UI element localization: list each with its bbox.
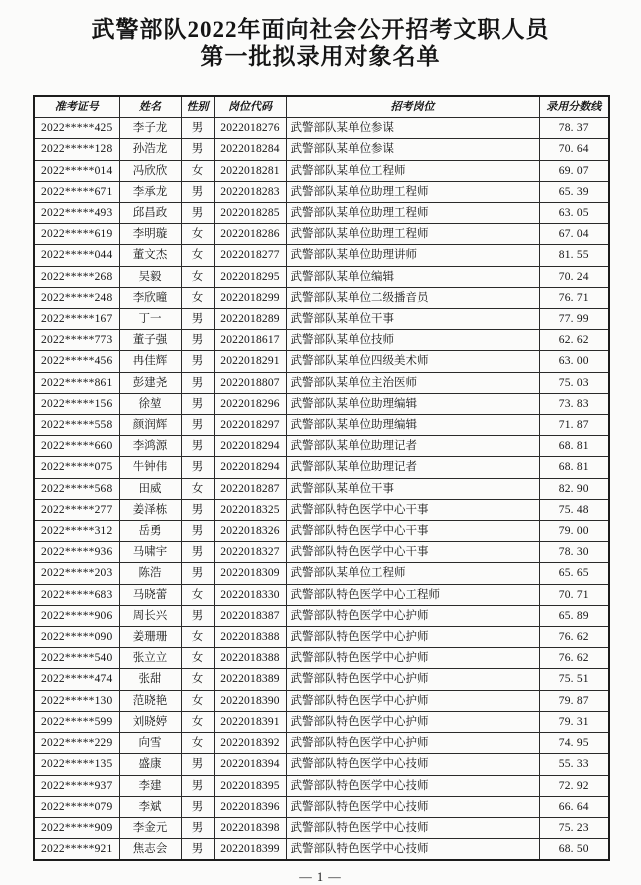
cell-name: 向雪 — [119, 733, 181, 754]
cell-gender: 女 — [181, 669, 214, 690]
cell-ticket-number: 2022*****277 — [34, 499, 119, 520]
cell-ticket-number: 2022*****474 — [34, 669, 119, 690]
cell-ticket-number: 2022*****861 — [34, 372, 119, 393]
cell-score: 63. 05 — [539, 203, 609, 224]
cell-ticket-number: 2022*****268 — [34, 266, 119, 287]
cell-position-title: 武警部队特色医学中心护师 — [286, 733, 539, 754]
cell-ticket-number: 2022*****167 — [34, 309, 119, 330]
cell-position-title: 武警部队某单位助理工程师 — [286, 181, 539, 202]
cell-score: 77. 99 — [539, 309, 609, 330]
cell-ticket-number: 2022*****936 — [34, 542, 119, 563]
cell-gender: 男 — [181, 415, 214, 436]
cell-name: 李鸿源 — [119, 436, 181, 457]
cell-gender: 男 — [181, 817, 214, 838]
cell-position-code: 2022018394 — [214, 754, 286, 775]
cell-position-code: 2022018287 — [214, 478, 286, 499]
cell-name: 李斌 — [119, 796, 181, 817]
cell-position-code: 2022018330 — [214, 584, 286, 605]
cell-gender: 男 — [181, 605, 214, 626]
cell-position-code: 2022018296 — [214, 393, 286, 414]
cell-score: 81. 55 — [539, 245, 609, 266]
cell-gender: 女 — [181, 245, 214, 266]
cell-position-code: 2022018284 — [214, 139, 286, 160]
cell-name: 周长兴 — [119, 605, 181, 626]
cell-score: 75. 51 — [539, 669, 609, 690]
title-line-2: 第一批拟录用对象名单 — [200, 44, 441, 69]
table-row — [34, 457, 609, 478]
title-line-1: 武警部队2022年面向社会公开招考文职人员 — [91, 17, 550, 42]
cell-position-code: 2022018388 — [214, 627, 286, 648]
table-row — [34, 521, 609, 542]
header-position-code: 岗位代码 — [214, 96, 286, 118]
cell-gender: 男 — [181, 351, 214, 372]
cell-position-code: 2022018325 — [214, 499, 286, 520]
cell-name: 李承龙 — [119, 181, 181, 202]
table-row — [34, 796, 609, 817]
cell-position-code: 2022018309 — [214, 563, 286, 584]
cell-ticket-number: 2022*****090 — [34, 627, 119, 648]
cell-ticket-number: 2022*****921 — [34, 839, 119, 861]
cell-position-code: 2022018294 — [214, 457, 286, 478]
table-row — [34, 542, 609, 563]
cell-ticket-number: 2022*****937 — [34, 775, 119, 796]
cell-name: 姜泽栋 — [119, 499, 181, 520]
cell-position-title: 武警部队某单位参谋 — [286, 139, 539, 160]
cell-score: 79. 87 — [539, 690, 609, 711]
cell-position-title: 武警部队某单位四级美术师 — [286, 351, 539, 372]
cell-gender: 女 — [181, 287, 214, 308]
cell-score: 63. 00 — [539, 351, 609, 372]
cell-gender: 女 — [181, 711, 214, 732]
cell-name: 丁一 — [119, 309, 181, 330]
cell-ticket-number: 2022*****540 — [34, 648, 119, 669]
cell-position-title: 武警部队某单位助理工程师 — [286, 224, 539, 245]
cell-score: 67. 04 — [539, 224, 609, 245]
cell-position-title: 武警部队某单位助理讲师 — [286, 245, 539, 266]
table-row — [34, 224, 609, 245]
cell-gender: 女 — [181, 584, 214, 605]
table-row — [34, 139, 609, 160]
cell-position-title: 武警部队某单位技师 — [286, 330, 539, 351]
table-row — [34, 690, 609, 711]
roster-table — [33, 95, 610, 861]
cell-position-title: 武警部队特色医学中心护师 — [286, 648, 539, 669]
cell-score: 68. 81 — [539, 457, 609, 478]
table-row — [34, 118, 609, 139]
table-row — [34, 287, 609, 308]
cell-gender: 男 — [181, 393, 214, 414]
cell-position-title: 武警部队某单位参谋 — [286, 118, 539, 139]
cell-ticket-number: 2022*****425 — [34, 118, 119, 139]
cell-score: 70. 71 — [539, 584, 609, 605]
cell-position-code: 2022018392 — [214, 733, 286, 754]
cell-ticket-number: 2022*****229 — [34, 733, 119, 754]
cell-score: 62. 62 — [539, 330, 609, 351]
cell-gender: 男 — [181, 181, 214, 202]
cell-position-code: 2022018281 — [214, 160, 286, 181]
cell-name: 李欣曈 — [119, 287, 181, 308]
cell-ticket-number: 2022*****135 — [34, 754, 119, 775]
cell-ticket-number: 2022*****558 — [34, 415, 119, 436]
cell-name: 冯欣欣 — [119, 160, 181, 181]
cell-name: 岳勇 — [119, 521, 181, 542]
cell-position-code: 2022018326 — [214, 521, 286, 542]
cell-name: 牛钟伟 — [119, 457, 181, 478]
cell-gender: 男 — [181, 372, 214, 393]
cell-position-code: 2022018299 — [214, 287, 286, 308]
cell-ticket-number: 2022*****671 — [34, 181, 119, 202]
cell-gender: 女 — [181, 733, 214, 754]
cell-name: 陈浩 — [119, 563, 181, 584]
table-row — [34, 817, 609, 838]
cell-score: 69. 07 — [539, 160, 609, 181]
cell-score: 76. 71 — [539, 287, 609, 308]
cell-position-title: 武警部队某单位工程师 — [286, 160, 539, 181]
table-row — [34, 605, 609, 626]
table-row — [34, 839, 609, 861]
cell-position-code: 2022018276 — [214, 118, 286, 139]
cell-score: 65. 65 — [539, 563, 609, 584]
table-row — [34, 415, 609, 436]
cell-gender: 男 — [181, 521, 214, 542]
cell-position-title: 武警部队特色医学中心技师 — [286, 775, 539, 796]
cell-score: 68. 50 — [539, 839, 609, 861]
cell-ticket-number: 2022*****568 — [34, 478, 119, 499]
cell-ticket-number: 2022*****456 — [34, 351, 119, 372]
table-row — [34, 309, 609, 330]
cell-gender: 女 — [181, 478, 214, 499]
cell-position-title: 武警部队特色医学中心技师 — [286, 839, 539, 861]
cell-name: 马晓蕾 — [119, 584, 181, 605]
cell-position-title: 武警部队某单位助理记者 — [286, 457, 539, 478]
cell-position-title: 武警部队某单位编辑 — [286, 266, 539, 287]
cell-gender: 男 — [181, 118, 214, 139]
cell-position-title: 武警部队特色医学中心技师 — [286, 754, 539, 775]
table-row — [34, 478, 609, 499]
cell-name: 马啸宇 — [119, 542, 181, 563]
cell-position-title: 武警部队某单位二级播音员 — [286, 287, 539, 308]
cell-score: 75. 48 — [539, 499, 609, 520]
cell-ticket-number: 2022*****906 — [34, 605, 119, 626]
table-row — [34, 266, 609, 287]
cell-position-code: 2022018277 — [214, 245, 286, 266]
cell-score: 66. 64 — [539, 796, 609, 817]
cell-position-title: 武警部队特色医学中心护师 — [286, 605, 539, 626]
cell-position-title: 武警部队特色医学中心技师 — [286, 796, 539, 817]
cell-score: 71. 87 — [539, 415, 609, 436]
cell-gender: 男 — [181, 139, 214, 160]
table-row — [34, 669, 609, 690]
table-row — [34, 775, 609, 796]
table-row — [34, 203, 609, 224]
table-row — [34, 181, 609, 202]
cell-position-title: 武警部队某单位助理记者 — [286, 436, 539, 457]
cell-score: 78. 37 — [539, 118, 609, 139]
cell-gender: 女 — [181, 160, 214, 181]
cell-position-title: 武警部队特色医学中心护师 — [286, 627, 539, 648]
cell-position-code: 2022018396 — [214, 796, 286, 817]
table-row — [34, 754, 609, 775]
table-row — [34, 351, 609, 372]
cell-score: 75. 23 — [539, 817, 609, 838]
table-row — [34, 436, 609, 457]
cell-position-code: 2022018390 — [214, 690, 286, 711]
table-header-row — [34, 96, 609, 118]
table-row — [34, 733, 609, 754]
cell-score: 65. 89 — [539, 605, 609, 626]
cell-name: 李金元 — [119, 817, 181, 838]
cell-score: 79. 31 — [539, 711, 609, 732]
cell-position-title: 武警部队某单位助理编辑 — [286, 415, 539, 436]
cell-name: 姜珊珊 — [119, 627, 181, 648]
cell-position-code: 2022018289 — [214, 309, 286, 330]
cell-name: 邱昌政 — [119, 203, 181, 224]
cell-ticket-number: 2022*****014 — [34, 160, 119, 181]
cell-position-code: 2022018283 — [214, 181, 286, 202]
cell-score: 65. 39 — [539, 181, 609, 202]
cell-gender: 男 — [181, 754, 214, 775]
cell-position-title: 武警部队某单位干事 — [286, 478, 539, 499]
cell-name: 孙浩龙 — [119, 139, 181, 160]
cell-position-code: 2022018395 — [214, 775, 286, 796]
table-row — [34, 245, 609, 266]
table-row — [34, 627, 609, 648]
header-gender: 性别 — [181, 96, 214, 118]
cell-name: 焦志会 — [119, 839, 181, 861]
document-title — [0, 16, 641, 70]
table-row — [34, 563, 609, 584]
cell-name: 董文杰 — [119, 245, 181, 266]
table-row — [34, 499, 609, 520]
cell-position-code: 2022018399 — [214, 839, 286, 861]
cell-gender: 男 — [181, 457, 214, 478]
header-name: 姓名 — [119, 96, 181, 118]
cell-position-code: 2022018389 — [214, 669, 286, 690]
cell-score: 76. 62 — [539, 648, 609, 669]
cell-name: 范晓艳 — [119, 690, 181, 711]
cell-gender: 男 — [181, 203, 214, 224]
cell-ticket-number: 2022*****130 — [34, 690, 119, 711]
cell-name: 李子龙 — [119, 118, 181, 139]
cell-position-title: 武警部队某单位主治医师 — [286, 372, 539, 393]
table-row — [34, 648, 609, 669]
cell-ticket-number: 2022*****773 — [34, 330, 119, 351]
cell-ticket-number: 2022*****660 — [34, 436, 119, 457]
cell-gender: 男 — [181, 839, 214, 861]
cell-position-code: 2022018398 — [214, 817, 286, 838]
cell-position-title: 武警部队特色医学中心护师 — [286, 711, 539, 732]
cell-position-code: 2022018291 — [214, 351, 286, 372]
cell-score: 73. 83 — [539, 393, 609, 414]
cell-gender: 男 — [181, 436, 214, 457]
cell-ticket-number: 2022*****312 — [34, 521, 119, 542]
cell-ticket-number: 2022*****044 — [34, 245, 119, 266]
cell-position-code: 2022018327 — [214, 542, 286, 563]
cell-ticket-number: 2022*****619 — [34, 224, 119, 245]
cell-gender: 女 — [181, 224, 214, 245]
cell-score: 74. 95 — [539, 733, 609, 754]
page-number: — 1 — — [299, 870, 342, 885]
table-row — [34, 160, 609, 181]
cell-score: 75. 03 — [539, 372, 609, 393]
table-row — [34, 330, 609, 351]
cell-gender: 男 — [181, 542, 214, 563]
cell-ticket-number: 2022*****248 — [34, 287, 119, 308]
cell-ticket-number: 2022*****128 — [34, 139, 119, 160]
cell-name: 冉佳辉 — [119, 351, 181, 372]
cell-gender: 女 — [181, 648, 214, 669]
cell-score: 68. 81 — [539, 436, 609, 457]
cell-position-title: 武警部队特色医学中心干事 — [286, 521, 539, 542]
cell-name: 田威 — [119, 478, 181, 499]
cell-score: 79. 00 — [539, 521, 609, 542]
table-row — [34, 372, 609, 393]
cell-gender: 男 — [181, 499, 214, 520]
cell-name: 李明璇 — [119, 224, 181, 245]
header-position-title: 招考岗位 — [286, 96, 539, 118]
table-row — [34, 584, 609, 605]
cell-name: 张立立 — [119, 648, 181, 669]
cell-score: 70. 64 — [539, 139, 609, 160]
cell-gender: 男 — [181, 796, 214, 817]
cell-position-code: 2022018295 — [214, 266, 286, 287]
cell-gender: 女 — [181, 690, 214, 711]
cell-score: 76. 62 — [539, 627, 609, 648]
cell-name: 颜润辉 — [119, 415, 181, 436]
table-body — [34, 118, 609, 861]
cell-position-title: 武警部队特色医学中心技师 — [286, 817, 539, 838]
cell-ticket-number: 2022*****683 — [34, 584, 119, 605]
table-row — [34, 711, 609, 732]
cell-ticket-number: 2022*****493 — [34, 203, 119, 224]
cell-position-title: 武警部队某单位助理工程师 — [286, 203, 539, 224]
cell-name: 吴毅 — [119, 266, 181, 287]
document-page — [0, 16, 641, 885]
cell-name: 盛康 — [119, 754, 181, 775]
cell-ticket-number: 2022*****156 — [34, 393, 119, 414]
cell-position-code: 2022018388 — [214, 648, 286, 669]
cell-gender: 女 — [181, 266, 214, 287]
cell-position-code: 2022018387 — [214, 605, 286, 626]
cell-position-code: 2022018391 — [214, 711, 286, 732]
cell-ticket-number: 2022*****599 — [34, 711, 119, 732]
cell-gender: 男 — [181, 330, 214, 351]
cell-score: 55. 33 — [539, 754, 609, 775]
cell-score: 70. 24 — [539, 266, 609, 287]
cell-position-title: 武警部队特色医学中心干事 — [286, 499, 539, 520]
cell-position-title: 武警部队某单位干事 — [286, 309, 539, 330]
cell-position-title: 武警部队特色医学中心干事 — [286, 542, 539, 563]
cell-ticket-number: 2022*****079 — [34, 796, 119, 817]
cell-name: 彭建尧 — [119, 372, 181, 393]
cell-gender: 男 — [181, 563, 214, 584]
cell-name: 李建 — [119, 775, 181, 796]
cell-ticket-number: 2022*****909 — [34, 817, 119, 838]
cell-score: 72. 92 — [539, 775, 609, 796]
cell-position-code: 2022018807 — [214, 372, 286, 393]
table-row — [34, 393, 609, 414]
cell-name: 张甜 — [119, 669, 181, 690]
cell-score: 82. 90 — [539, 478, 609, 499]
header-score-line: 录用分数线 — [539, 96, 609, 118]
cell-gender: 男 — [181, 775, 214, 796]
cell-name: 董子强 — [119, 330, 181, 351]
cell-position-title: 武警部队某单位助理编辑 — [286, 393, 539, 414]
cell-position-code: 2022018617 — [214, 330, 286, 351]
cell-position-code: 2022018297 — [214, 415, 286, 436]
cell-position-code: 2022018285 — [214, 203, 286, 224]
cell-position-title: 武警部队特色医学中心护师 — [286, 690, 539, 711]
cell-score: 78. 30 — [539, 542, 609, 563]
header-ticket-number: 准考证号 — [34, 96, 119, 118]
cell-position-title: 武警部队特色医学中心工程师 — [286, 584, 539, 605]
cell-gender: 男 — [181, 309, 214, 330]
cell-position-code: 2022018286 — [214, 224, 286, 245]
cell-position-title: 武警部队某单位工程师 — [286, 563, 539, 584]
cell-name: 刘晓婷 — [119, 711, 181, 732]
cell-ticket-number: 2022*****203 — [34, 563, 119, 584]
cell-name: 徐堃 — [119, 393, 181, 414]
cell-position-title: 武警部队特色医学中心护师 — [286, 669, 539, 690]
cell-position-code: 2022018294 — [214, 436, 286, 457]
cell-ticket-number: 2022*****075 — [34, 457, 119, 478]
cell-gender: 女 — [181, 627, 214, 648]
